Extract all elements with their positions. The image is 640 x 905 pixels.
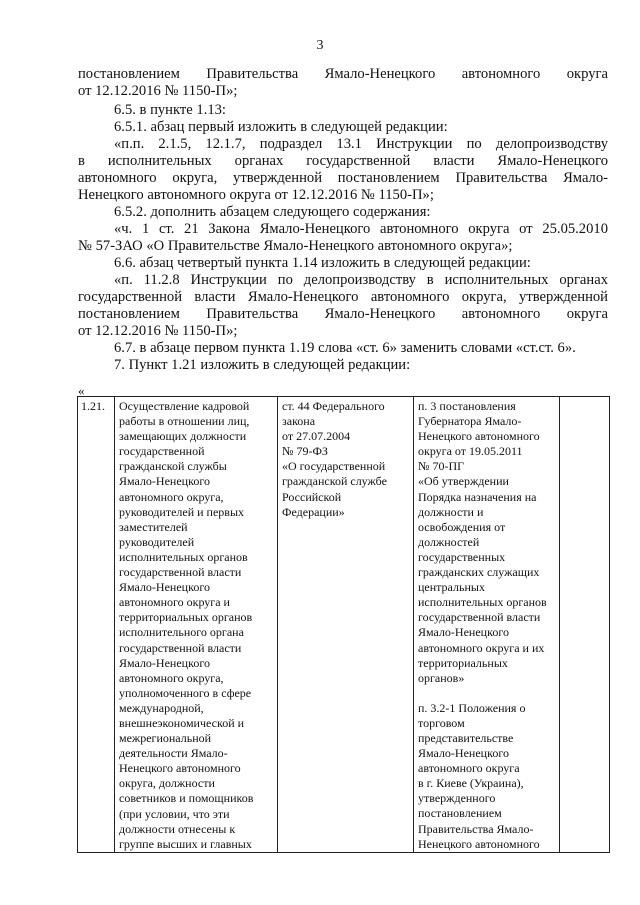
cell-line: Ненецкого автономного xyxy=(418,429,540,444)
paragraph xyxy=(78,136,608,153)
cell-line: территориальных xyxy=(418,655,508,670)
cell-line: «О государственной xyxy=(282,459,386,474)
paragraph xyxy=(78,102,608,119)
cell-line: Ямало-Ненецкого xyxy=(418,625,509,640)
paragraph xyxy=(78,272,608,289)
cell-line: № 79-ФЗ xyxy=(282,444,328,459)
cell-line: в г. Киеве (Украина), xyxy=(418,776,524,791)
cell-line: должностей xyxy=(418,534,480,549)
cell-line: Ямало-Ненецкого xyxy=(119,655,210,670)
paragraph xyxy=(78,238,608,255)
empty-cell xyxy=(560,397,610,853)
cell-line: государственной власти xyxy=(119,565,242,580)
item-number-cell xyxy=(78,397,115,853)
cell-line: п. 3 постановления xyxy=(418,399,516,413)
cell-line: округа, должности xyxy=(119,776,215,791)
cell-line: межрегиональной xyxy=(119,731,212,746)
cell-line: гражданских служащих xyxy=(418,565,540,580)
text-line: в исполнительных органах государственной власти Ямало-Ненецкого xyxy=(78,153,608,169)
cell-line: от 27.07.2004 xyxy=(282,429,351,444)
paragraph xyxy=(78,289,608,340)
cell-line: автономного округа и их xyxy=(418,640,545,655)
cell-line: должности и xyxy=(418,504,484,519)
cell-line: деятельности Ямало- xyxy=(119,746,228,761)
cell-line: руководителей и первых xyxy=(119,504,245,519)
cell-line: заместителей xyxy=(119,519,188,534)
cell-line: Порядка назначения на xyxy=(418,489,537,504)
cell-line: постановлением xyxy=(418,806,502,821)
text-line: 7. Пункт 1.21 изложить в следующей редакции: xyxy=(114,357,411,373)
cell-line: государственной власти xyxy=(418,610,541,625)
paragraph xyxy=(78,340,608,357)
paragraph xyxy=(78,357,608,374)
cell-line: представительстве xyxy=(418,730,514,745)
cell-line: государственной власти xyxy=(119,640,242,655)
cell-line: утвержденного xyxy=(418,791,496,806)
cell-line: Ненецкого автономного xyxy=(119,761,241,776)
text-line: постановлением Правительства Ямало-Ненецкого автономного округа xyxy=(78,66,608,82)
cell-line: международной, xyxy=(119,700,204,715)
page-number: 3 xyxy=(316,38,324,53)
cell-line: внешнеэкономической и xyxy=(119,715,245,730)
cell-line: № 70-ПГ xyxy=(418,459,465,474)
cell-line: территориальных органов xyxy=(119,610,253,625)
cell-line: гражданской службы xyxy=(119,459,227,474)
text-line: постановлением Правительства Ямало-Ненецкого автономного округа xyxy=(78,306,608,322)
cell-line: «Об утверждении xyxy=(418,474,509,489)
text-line: 6.5. в пункте 1.13: xyxy=(114,102,226,118)
text-line: автономного округа, утвержденной постановлением Правительства Ямало- xyxy=(78,170,608,186)
text-line: государственной власти Ямало-Ненецкого автономного округа, утвержденной xyxy=(78,289,608,305)
cell-line: должности отнесены к xyxy=(119,821,236,836)
cell-line: Осуществление кадровой xyxy=(119,399,250,413)
text-line: Ненецкого автономного округа от 12.12.2016 № 1150-П»; xyxy=(78,187,434,203)
activity-cell xyxy=(115,397,278,853)
text-line: 6.7. в абзаце первом пункта 1.19 слова «ст. 6» заменить словами «ст.ст. 6». xyxy=(114,340,576,356)
cell-line: замещающих должности xyxy=(119,429,247,444)
text-line: «ч. 1 ст. 21 Закона Ямало-Ненецкого автономного округа от 25.05.2010 xyxy=(114,221,608,237)
text-line: 6.5.1. абзац первый изложить в следующей редакции: xyxy=(114,119,448,135)
quote-mark: « xyxy=(78,383,85,398)
cell-line: исполнительных органов xyxy=(418,595,547,610)
cell-line: Правительства Ямало- xyxy=(418,821,534,836)
cell-line: руководителей xyxy=(119,534,195,549)
cell-line: уполномоченного в сфере xyxy=(119,685,252,700)
cell-line: закона xyxy=(282,414,316,429)
cell-line: (при условии, что эти xyxy=(119,806,230,821)
text-line: 6.6. абзац четвертый пункта 1.14 изложить в следующей редакции: xyxy=(114,255,531,271)
cell-line: группе высших и главных xyxy=(119,836,252,851)
cell-line: Ямало-Ненецкого xyxy=(119,580,210,595)
cell-line: центральных xyxy=(418,580,485,595)
paragraph xyxy=(78,221,608,238)
cell-line: государственной xyxy=(119,444,205,459)
text-line: от 12.12.2016 № 1150-П»; xyxy=(78,83,238,99)
cell-line: работы в отношении лиц, xyxy=(119,414,250,429)
cell-line: автономного округа xyxy=(418,761,520,776)
paragraph xyxy=(78,119,608,136)
text-line: «п. 11.2.8 Инструкции по делопроизводству в исполнительных органах xyxy=(114,272,608,288)
cell-line: Федерации» xyxy=(282,504,345,519)
regional-acts-cell xyxy=(414,397,560,853)
regulation-table xyxy=(77,396,610,853)
paragraph xyxy=(78,153,608,204)
cell-line: Ямало-Ненецкого xyxy=(418,746,509,761)
text-line: от 12.12.2016 № 1150-П»; xyxy=(78,323,238,339)
cell-line: торговом xyxy=(418,715,465,730)
paragraph xyxy=(78,204,608,221)
cell-line: Российской xyxy=(282,489,342,504)
federal-law-cell xyxy=(278,397,414,853)
cell-line: автономного округа, xyxy=(119,670,224,685)
cell-line: советников и помощников xyxy=(119,791,254,806)
cell-line: Ненецкого автономного xyxy=(418,836,540,851)
cell-line: Губернатора Ямало- xyxy=(418,414,522,429)
cell-line: гражданской службе xyxy=(282,474,387,489)
cell-line: исполнительных органов xyxy=(119,549,248,564)
cell-line: ст. 44 Федерального xyxy=(282,399,385,413)
paragraph xyxy=(78,255,608,272)
cell-line: государственных xyxy=(418,549,506,564)
cell-line: округа от 19.05.2011 xyxy=(418,444,523,459)
table-row xyxy=(78,397,610,853)
cell-line: автономного округа и xyxy=(119,595,230,610)
cell-line: Ямало-Ненецкого xyxy=(119,474,210,489)
cell-line: исполнительного органа xyxy=(119,625,244,640)
cell-line: п. 3.2-1 Положения о xyxy=(418,700,526,715)
paragraph xyxy=(78,66,608,100)
cell-line: освобождения от xyxy=(418,519,506,534)
text-line: № 57-ЗАО «О Правительстве Ямало-Ненецкого автономного округа»; xyxy=(78,238,513,254)
cell-line: автономного округа, xyxy=(119,489,224,504)
cell-gap xyxy=(418,686,555,701)
cell-line: органов» xyxy=(418,670,465,685)
text-line: «п.п. 2.1.5, 12.1.7, подраздел 13.1 Инструкции по делопроизводству xyxy=(114,136,608,152)
item-number: 1.21. xyxy=(81,399,105,413)
text-line: 6.5.2. дополнить абзацем следующего содержания: xyxy=(114,204,431,220)
